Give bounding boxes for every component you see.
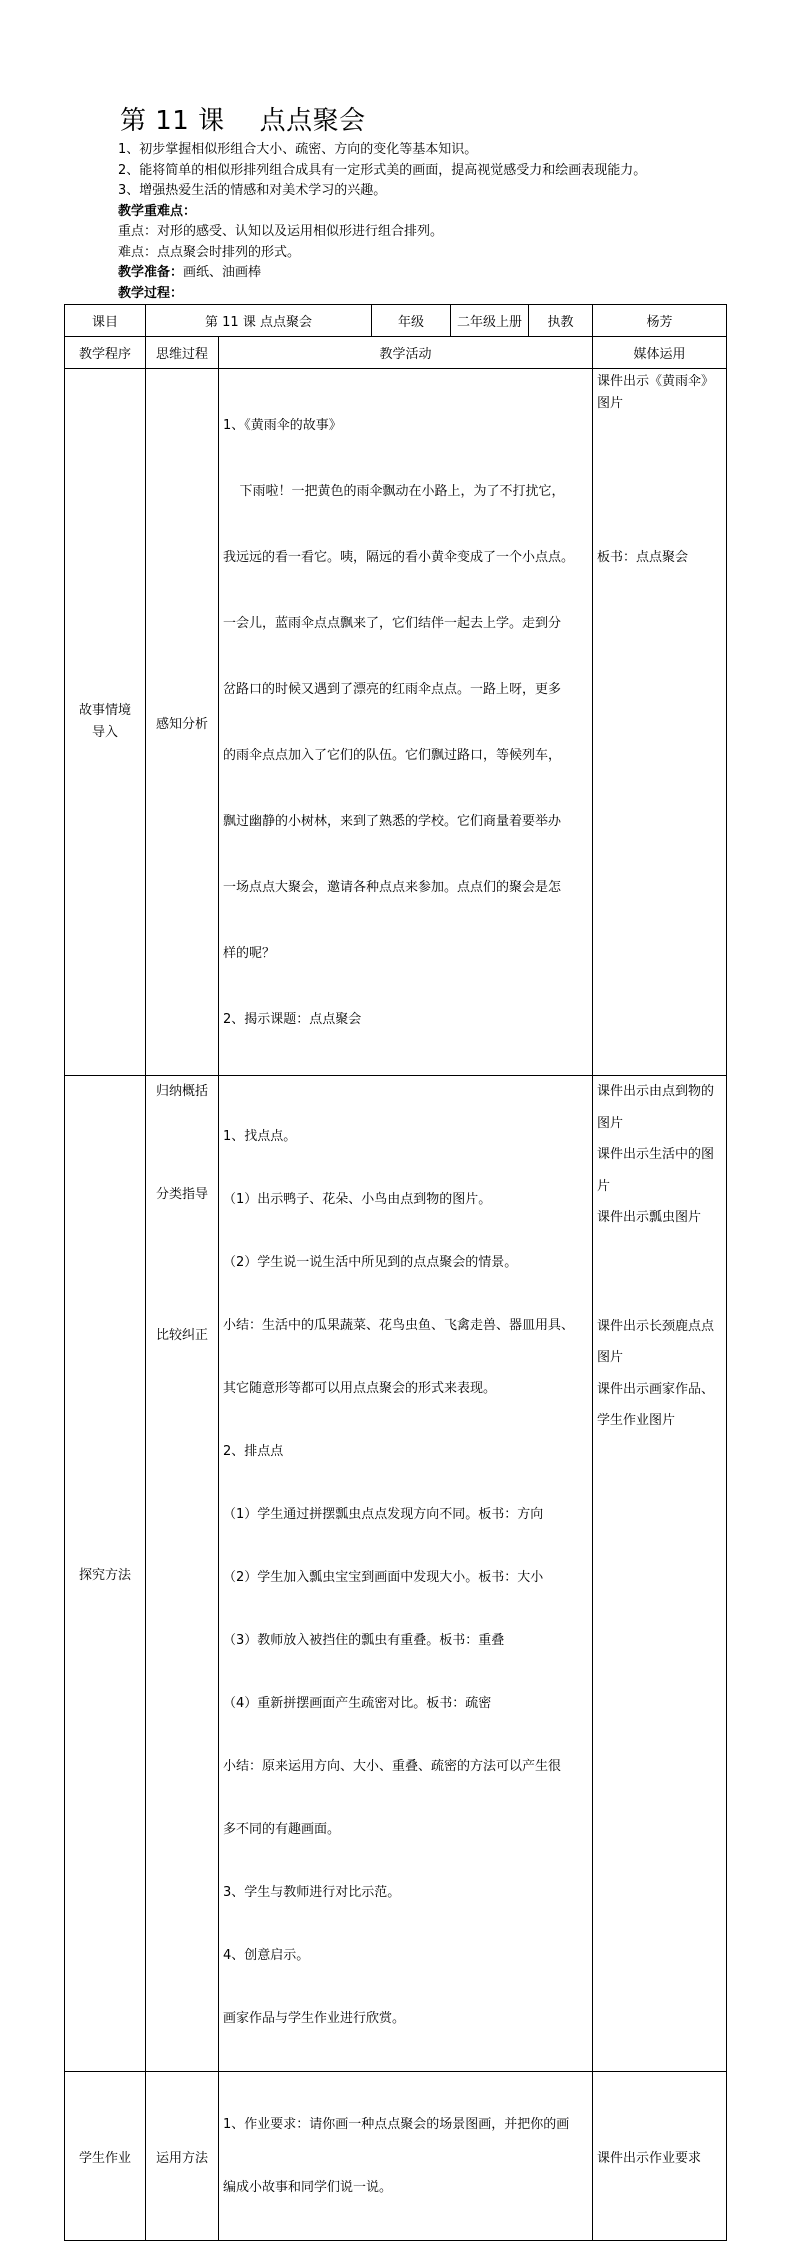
thinking-cell: 感知分析 [146,369,219,1076]
activity-line: 1、《黄雨伞的故事》 [223,418,342,433]
activity-line: 样的呢？ [223,946,276,961]
process-heading: 教学过程： [118,285,184,301]
program-header: 教学程序 [65,337,146,369]
activity-line: 的雨伞点点加入了它们的队伍。它们飘过路口，等候列车， [223,748,562,763]
important-point: 重点：对形的感受、认知以及运用相似形进行组合排列。 [118,224,444,239]
program-cell: 故事情境导入 [65,369,146,1076]
table-row [65,305,727,337]
table-row [65,2072,727,2241]
media-header: 媒体运用 [593,337,727,369]
activity-line: 小结：原来运用方向、大小、重叠、疏密的方法可以产生很 [223,1759,562,1774]
program-cell: 探究方法 [65,1076,146,2072]
activity-line: 3、学生与教师进行对比示范。 [223,1885,401,1900]
activity-line: 小结：生活中的瓜果蔬菜、花鸟虫鱼、飞禽走兽、器皿用具、 [223,1318,575,1333]
activity-line: 其它随意形等都可以用点点聚会的形式来表现。 [223,1381,497,1396]
media-note: 课件出示瓢虫图片 [597,1210,702,1225]
activity-line: （3）教师放入被挡住的瓢虫有重叠。板书：重叠 [223,1633,505,1648]
subject-header: 课目 [65,305,146,337]
media-note: 课件出示画家作品、学生作业图片 [597,1381,715,1428]
thinking-cell: 运用方法 [146,2072,219,2241]
key-points-heading: 教学重难点： [118,203,197,219]
goal-item: 1、初步掌握相似形组合大小、疏密、方向的变化等基本知识。 [118,142,478,157]
activity-line: 画家作品与学生作业进行欣赏。 [223,2011,406,2026]
activity-line: 多不同的有趣画面。 [223,1822,341,1837]
grade-cell: 二年级上册 [451,305,529,337]
goal-item: 2、能将简单的相似形排列组合成具有一定形式美的画面，提高视觉感受力和绘画表现能力。 [118,162,647,178]
teaching-goals [118,140,718,304]
prep-text: 画纸、油画棒 [183,265,262,280]
difficult-point: 难点：点点聚会时排列的形式。 [118,244,301,260]
lesson-table [64,304,727,2241]
media-note: 课件出示《黄雨伞》图片 [597,374,715,411]
media-cell [593,1076,727,2072]
media-note: 课件出示由点到物的图片 [597,1084,715,1131]
activity-line: 一场点点大聚会，邀请各种点点来参加。点点们的聚会是怎 [223,880,562,895]
goal-item: 3、增强热爱生活的情感和对美术学习的兴趣。 [118,183,387,198]
thinking-cell [146,1076,219,2072]
lesson-title: 第 11 课 点点聚会 [120,106,366,136]
thinking-step: 分类指导 [155,1187,208,1202]
activity-line: （2）学生说一说生活中所见到的点点聚会的情景。 [223,1255,518,1270]
thinking-header: 思维过程 [146,337,219,369]
activity-line: （1）学生通过拼摆瓢虫点点发现方向不同。板书：方向 [223,1507,544,1522]
thinking-step: 归纳概括 [155,1084,208,1099]
thinking-step: 比较纠正 [155,1328,208,1343]
prep-heading: 教学准备： [118,265,184,280]
table-row [65,369,727,1076]
activity-line: 编成小故事和同学们说一说。 [223,2180,393,2195]
program-cell: 学生作业 [65,2072,146,2241]
activity-line: 1、找点点。 [223,1129,297,1144]
activity-line: 下雨啦！一把黄色的雨伞飘动在小路上，为了不打扰它， [223,484,565,499]
activity-cell [219,1076,593,2072]
table-row [65,337,727,369]
activity-line: （4）重新拼摆画面产生疏密对比。板书：疏密 [223,1696,492,1711]
activity-header: 教学活动 [219,337,593,369]
activity-line: 4、创意启示。 [223,1948,310,1963]
activity-line: 1、作业要求：请你画一种点点聚会的场景图画，并把你的画 [223,2117,570,2132]
teaching-prep [118,263,718,284]
media-cell [593,369,727,1076]
media-note: 课件出示生活中的图片 [597,1147,715,1194]
activity-cell [219,369,593,1076]
activity-line: （2）学生加入瓢虫宝宝到画面中发现大小。板书：大小 [223,1570,544,1585]
activity-line: 2、排点点 [223,1444,284,1459]
activity-line: 2、揭示课题：点点聚会 [223,1012,362,1027]
media-cell: 课件出示作业要求 [593,2072,727,2241]
media-note: 板书：点点聚会 [597,550,689,565]
activity-line: 岔路口的时候又遇到了漂亮的红雨伞点点。一路上呀，更多 [223,682,562,697]
subject-cell: 第 11 课 点点聚会 [146,305,372,337]
teacher-header: 执教 [529,305,593,337]
activity-line: （1）出示鸭子、花朵、小鸟由点到物的图片。 [223,1192,492,1207]
activity-line: 我远远的看一看它。咦，隔远的看小黄伞变成了一个小点点。 [223,550,575,565]
activity-line: 飘过幽静的小树林，来到了熟悉的学校。它们商量着要举办 [223,814,562,829]
teacher-cell: 杨芳 [593,305,727,337]
media-note: 课件出示长颈鹿点点图片 [597,1318,715,1365]
table-row [65,1076,727,2072]
activity-line: 一会儿，蓝雨伞点点飘来了，它们结伴一起去上学。走到分 [223,616,562,631]
grade-header: 年级 [372,305,451,337]
activity-cell [219,2072,593,2241]
